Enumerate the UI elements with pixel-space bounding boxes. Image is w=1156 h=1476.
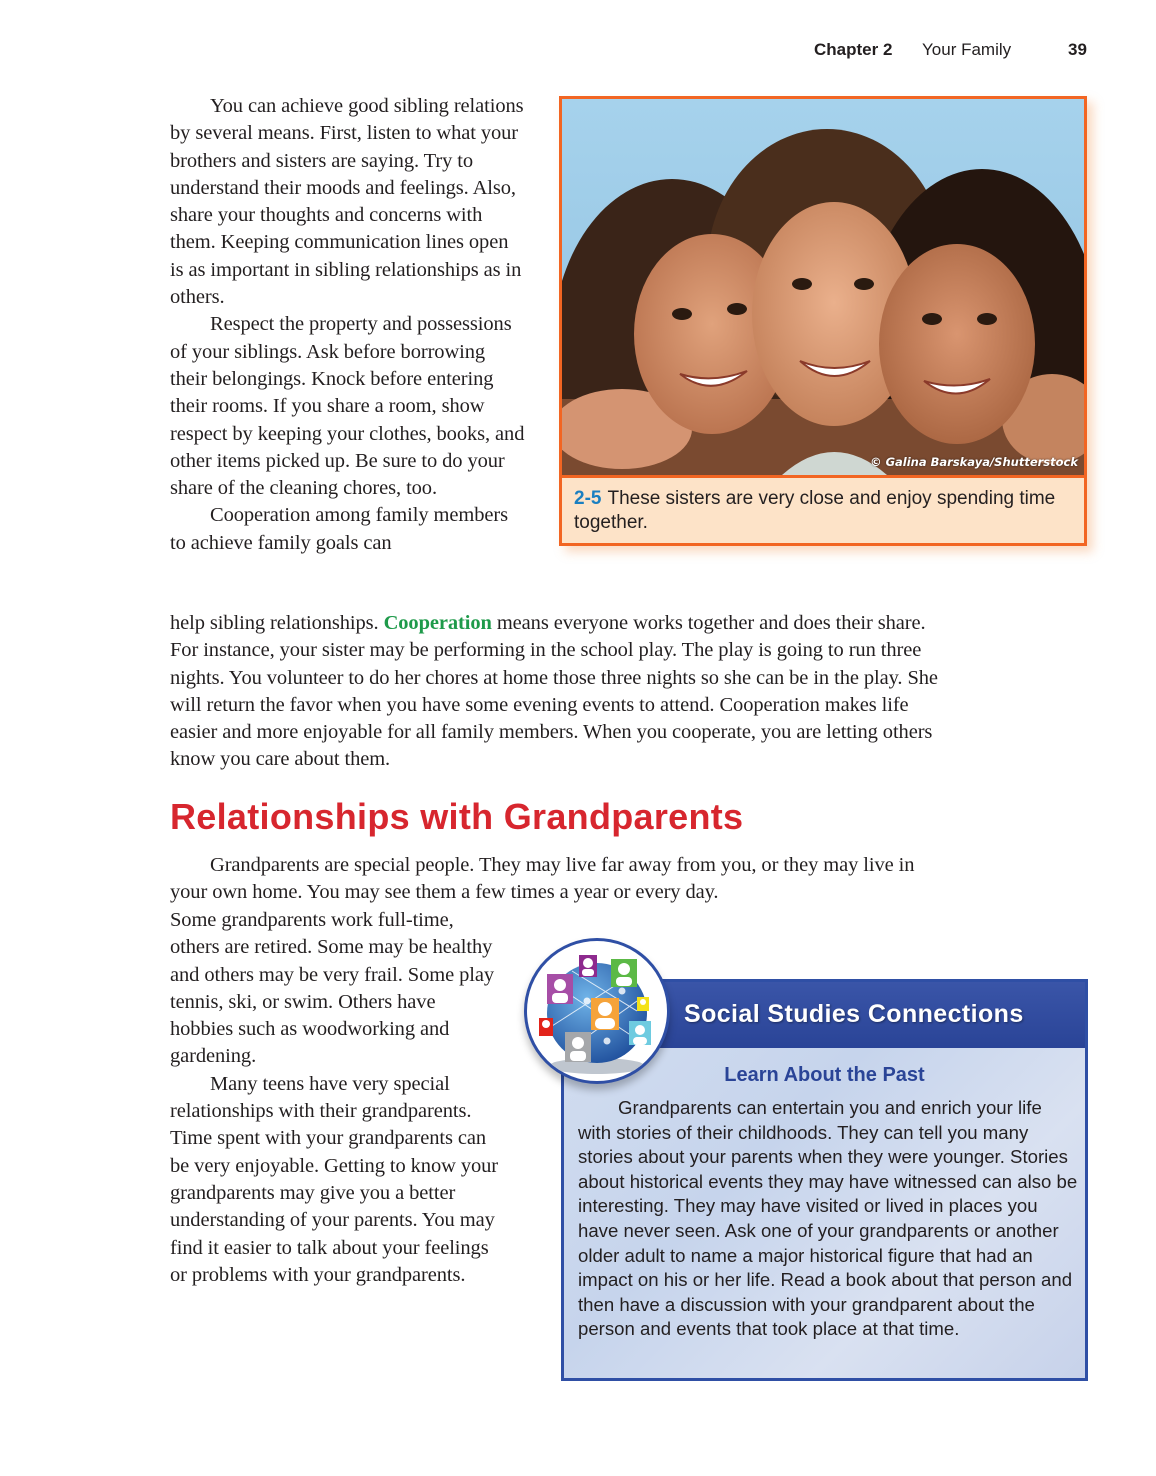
sisters-photo bbox=[562, 99, 1084, 478]
grandparents-paragraphs bbox=[170, 907, 500, 1289]
sibling-paragraphs bbox=[170, 93, 525, 557]
feature-title: Social Studies Connections bbox=[684, 1000, 1024, 1028]
figure-2-5 bbox=[559, 96, 1087, 546]
text-span: help sibling relationships. bbox=[170, 612, 384, 634]
feature-subtitle: Learn About the Past bbox=[724, 1064, 925, 1086]
grandparents-intro bbox=[170, 852, 930, 907]
paragraph: Many teens have very special relationships with their grandparents. Time spent with your grandparents can be very enjoyable. Getting to know your grandparents may give you a better understanding of your parents. You may find it easier to talk about your feelings or problems with your grandparents. bbox=[170, 1072, 499, 1286]
photo-illustration bbox=[562, 99, 1084, 475]
paragraph: Respect the property and possessions of your siblings. Ask before borrowing their belongings. Knock before entering their rooms. If you share a room, show respect by keeping your clothes, books, and other items picked up. Be sure to do your share of the cleaning chores, too. bbox=[170, 313, 525, 500]
paragraph: Grandparents are special people. They may live far away from you, or they may live in your own home. You may see them a few times a year or every day. bbox=[170, 854, 915, 904]
paragraph: Some grandparents work full-time, others are retired. Some may be healthy and others may be very frail. Some play tennis, ski, or swim. Others have hobbies such as woodworking and gardening. bbox=[170, 909, 495, 1068]
chapter-label: Chapter 2 bbox=[814, 40, 893, 59]
chapter-title: Your Family bbox=[922, 40, 1012, 59]
page-number: 39 bbox=[1068, 40, 1087, 59]
figure-number: 2-5 bbox=[574, 488, 602, 509]
paragraph: Cooperation among family members to achieve family goals can bbox=[170, 504, 508, 554]
globe-people-network-icon bbox=[524, 938, 670, 1084]
caption-text: These sisters are very close and enjoy spending time together. bbox=[574, 488, 1056, 533]
text-span: means everyone works together and does their share. For instance, your sister may be performing in the school play. The play is going to run three nights. You volunteer to do her chores at home those three nights so she can be in the play. She will return the favor when you have some evening events to attend. Cooperation makes life easier and more enjoyable for all family members. When you cooperate, you are letting others know you care about them. bbox=[170, 612, 938, 771]
globe-graphic bbox=[527, 941, 667, 1081]
key-term-cooperation: Cooperation bbox=[383, 612, 492, 634]
paragraph bbox=[170, 610, 945, 774]
photo-credit: © Galina Barskaya/Shutterstock bbox=[870, 455, 1078, 469]
paragraph: You can achieve good sibling relations by several means. First, listen to what your brothers and sisters are saying. Try to understand their moods and feelings. Also, share your thoughts and concerns with them. Keeping communication lines open is as important in sibling relationships as in others. bbox=[170, 95, 524, 309]
figure-caption bbox=[574, 487, 1074, 535]
section-heading: Relationships with Grandparents bbox=[170, 796, 744, 837]
cooperation-paragraph bbox=[170, 610, 945, 774]
running-head bbox=[812, 38, 1092, 64]
feature-text: Grandparents can entertain you and enrich your life with stories of their childhoods. They can tell you many stories about your parents when they were younger. Stories about historical events they may have witnessed can also be interesting. They may have visited or lived in places you have never seen. Ask one of your grandparents or another older adult to name a major historical figure that had an impact on his or her life. Read a book about that person and then have a discussion with your grandparent about the person and events that took place at that time. bbox=[578, 1097, 1078, 1340]
